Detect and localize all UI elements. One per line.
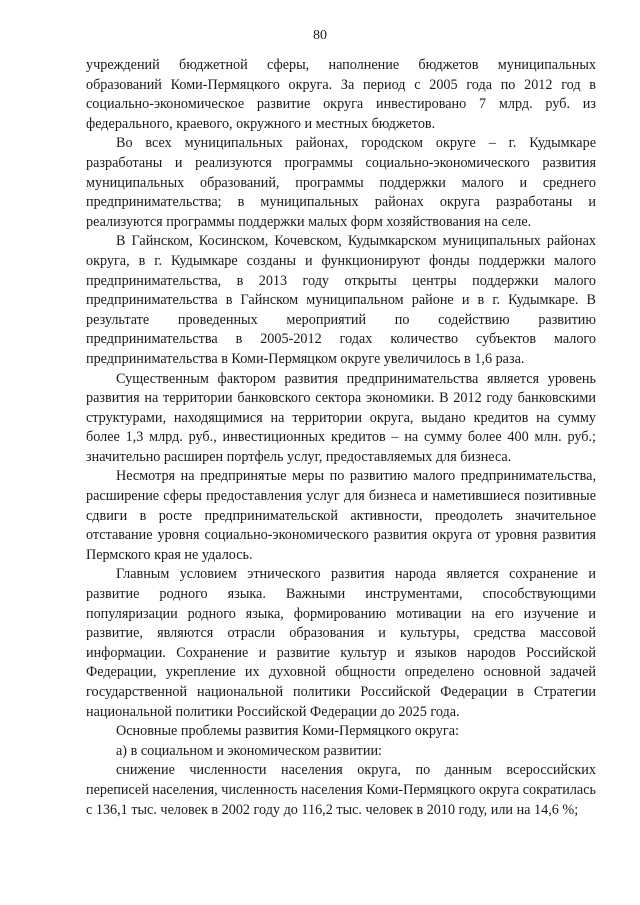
paragraph-banking-sector: Существенным фактором развития предпринимательства является уровень развития на территории банковского сектора экономики. В 2012 году банковскими структурами, находящимися на территории округа, выдано кредитов на сумму более 1,3 млрд. руб., инвестиционных кредитов – на сумму более 400 млн. руб.; значительно расширен портфель услуг, предоставляемых для бизнеса.: [86, 370, 596, 465]
paragraph-social-economic: а) в социальном и экономическом развитии:: [116, 742, 383, 759]
paragraph-main-problems: Основные проблемы развития Коми-Пермяцкого округа:: [116, 723, 459, 740]
paragraph-native-language: Главным условием этнического развития народа является сохранение и развитие родного языка. Важными инструментами, способствующими популяризации родного языка, формированию мотивации на его изучение и развитие, являются отрасли образования и культуры, средства массовой информации. Сохранение и развитие культур и языков народов Российской Федерации, укрепление их духовной общности определено основной задачей государственной национальной политики Российской Федерации в Стратегии национальной политики Российской Федерации до 2025 года.: [86, 566, 596, 720]
page-number: 80: [313, 28, 327, 43]
paragraph-municipal-programs: Во всех муниципальных районах, городском округе – г. Кудымкаре разработаны и реализуются программы социально-экономического развития муниципальных образований, программы поддержки малого и среднего предпринимательства; в муниципальных районах округа разработаны и реализуются программы поддержки малых форм хозяйствования на селе.: [86, 135, 596, 230]
body-text: [86, 56, 596, 820]
paragraph-development-gap: Несмотря на предпринятые меры по развитию малого предпринимательства, расширение сферы предоставления услуг для бизнеса и наметившиеся позитивные сдвиги в росте предпринимательской активности, преодолеть значительное отставание уровня социально-экономического развития округа от уровня развития Пермского края не удалось.: [86, 468, 596, 563]
paragraph-budget-investment: учреждений бюджетной сферы, наполнение бюджетов муниципальных образований Коми-Пермяцкого округа. За период с 2005 года по 2012 год в социально-экономическое развитие округа инвестировано 7 млрд. руб. из федерального, краевого, окружного и местных бюджетов.: [86, 57, 596, 132]
paragraph-population-decline: снижение численности населения округа, по данным всероссийских переписей населения, численность населения Коми-Пермяцкого округа сократилась с 136,1 тыс. человек в 2002 году до 116,2 тыс. человек в 2010 году, или на 14,6 %;: [86, 762, 596, 818]
paragraph-support-funds: В Гайнском, Косинском, Кочевском, Кудымкарском муниципальных районах округа, в г. Кудымкаре созданы и функционируют фонды поддержки малого предпринимательства, в 2013 году открыты центры поддержки малого предпринимательства в Гайнском муниципальном районе и в г. Кудымкаре. В результате проведенных мероприятий по содействию развитию предпринимательства в 2005-2012 годах количество субъектов малого предпринимательства в Коми-Пермяцком округе увеличилось в 1,6 раза.: [86, 233, 596, 367]
